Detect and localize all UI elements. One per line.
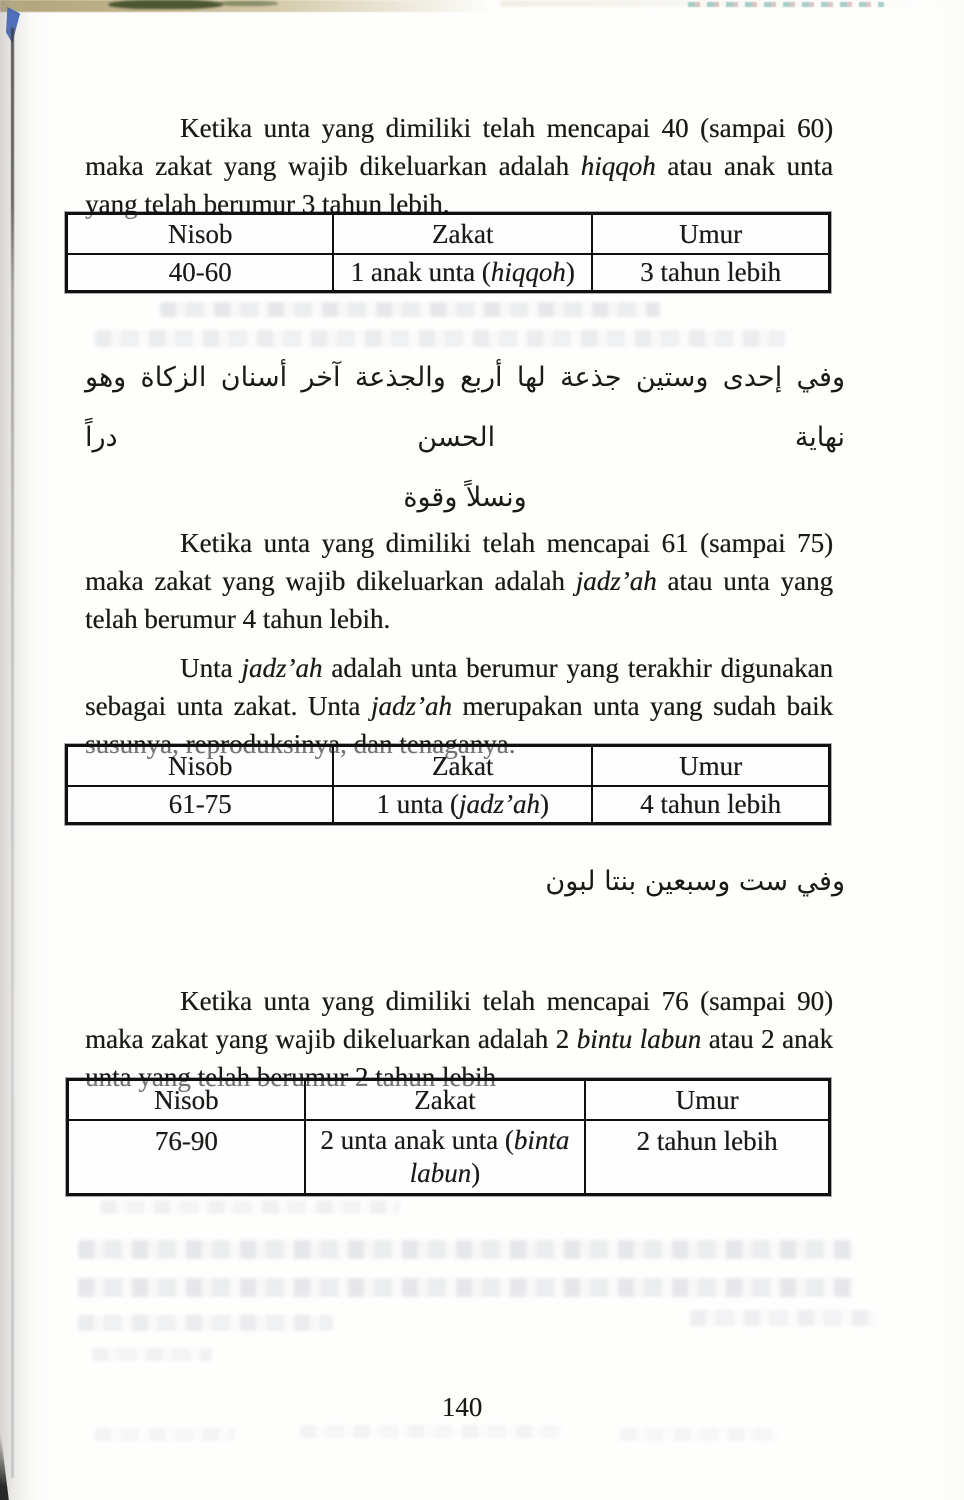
header-nisob: Nisob — [67, 214, 334, 255]
table-header-row — [67, 214, 830, 255]
ghost-text-artifact — [78, 1315, 333, 1331]
cell-umur: 2 tahun lebih — [585, 1120, 829, 1195]
arabic-line: وفي إحدى وستين جذعة لها أربع والجذعة آخر أسنان الزكاة وهو نهاية الحسن دراً — [85, 362, 845, 453]
header-umur: Umur — [592, 214, 829, 255]
paragraph-text: Ketika unta yang dimiliki telah mencapai 61 (sampai 75) maka zakat yang wajib dikeluarkan adalah — [85, 528, 833, 596]
paragraph-nisob-61-75 — [85, 524, 833, 638]
cell-nisob: 40-60 — [67, 254, 334, 292]
header-nisob: Nisob — [67, 746, 334, 787]
paragraph-text: atau anak unta yang telah berumur 3 tahun lebih. — [85, 151, 833, 219]
header-umur: Umur — [592, 746, 829, 787]
ghost-text-artifact — [95, 1428, 235, 1441]
ghost-text-artifact — [78, 1278, 853, 1297]
table-row — [67, 254, 830, 292]
paragraph-nisob-40-60 — [85, 109, 833, 223]
cell-text: 2 unta anak unta ( — [320, 1125, 514, 1155]
ink-smudge-faint — [218, 1, 278, 6]
term-binta-labun: binta labun — [409, 1125, 570, 1188]
header-nisob: Nisob — [68, 1080, 305, 1121]
paragraph-text: adalah unta berumur yang terakhir digunakan sebagai unta zakat. Unta — [85, 653, 834, 721]
paragraph-text: atau unta yang telah berumur 4 tahun lebih. — [85, 566, 833, 634]
arabic-quote-2: وفي ست وسبعين بنتا لبون — [545, 866, 845, 897]
ghost-text-artifact — [100, 1200, 400, 1214]
term-hiqqoh: hiqqoh — [580, 151, 656, 181]
ghost-text-artifact — [160, 302, 660, 317]
term-bintu-labun: bintu labun — [576, 1024, 702, 1054]
paragraph-text: merupakan unta yang sudah baik susunya, reproduksinya, dan tenaganya. — [85, 691, 833, 759]
header-zakat: Zakat — [333, 214, 592, 255]
ghost-text-artifact — [300, 1425, 560, 1438]
cell-text: 1 anak unta ( — [350, 257, 491, 287]
term-jadzah: jadz’ah — [370, 691, 452, 721]
zakat-table-61-75 — [65, 744, 831, 825]
ghost-text-artifact — [690, 1310, 875, 1326]
ink-smudge — [108, 0, 223, 9]
page-curl-shadow — [0, 0, 30, 1500]
arabic-line: ونسلاً وقوة — [403, 482, 527, 513]
table-header-row — [67, 746, 830, 787]
term-jadzah: jadz’ah — [458, 789, 540, 819]
cell-umur: 4 tahun lebih — [592, 786, 829, 824]
cell-zakat — [333, 254, 592, 292]
table-row — [67, 786, 830, 824]
ghost-text-artifact — [95, 330, 785, 347]
header-umur: Umur — [585, 1080, 829, 1121]
ghost-text-artifact — [78, 1240, 853, 1259]
cell-text: ) — [471, 1158, 481, 1188]
page-number: 140 — [441, 1392, 483, 1422]
header-zakat: Zakat — [305, 1080, 586, 1121]
paragraph-text: Ketika unta yang dimiliki telah mencapai 76 (sampai 90) maka zakat yang wajib dikeluarkan adalah 2 — [85, 986, 833, 1054]
arabic-quote-1 — [85, 348, 845, 528]
term-hiqqoh: hiqqoh — [490, 257, 566, 287]
cell-zakat — [333, 786, 592, 824]
paragraph-text: Ketika unta yang dimiliki telah mencapai 40 (sampai 60) maka zakat yang wajib dikeluarkan adalah — [85, 113, 833, 181]
header-zakat: Zakat — [333, 746, 592, 787]
paragraph-text: Unta — [180, 653, 242, 683]
cell-text: ) — [539, 789, 549, 819]
zakat-table-40-60 — [65, 212, 831, 293]
zakat-table-76-90 — [66, 1078, 831, 1196]
page-fold-line — [11, 28, 14, 1478]
ghost-text-artifact — [92, 1348, 212, 1361]
table-row — [68, 1120, 830, 1195]
paragraph-text: atau 2 anak unta yang telah berumur 2 tahun lebih — [85, 1024, 833, 1092]
cell-zakat — [305, 1120, 586, 1195]
table-header-row — [68, 1080, 830, 1121]
cell-text: ) — [565, 257, 575, 287]
cell-umur: 3 tahun lebih — [592, 254, 829, 292]
term-jadzah: jadz’ah — [241, 653, 323, 683]
cell-nisob: 61-75 — [67, 786, 334, 824]
cell-text: 1 unta ( — [376, 789, 459, 819]
scan-edge-dashes — [688, 2, 884, 7]
ghost-text-artifact — [620, 1428, 780, 1441]
term-jadzah: jadz’ah — [575, 566, 657, 596]
cell-nisob: 76-90 — [68, 1120, 305, 1195]
